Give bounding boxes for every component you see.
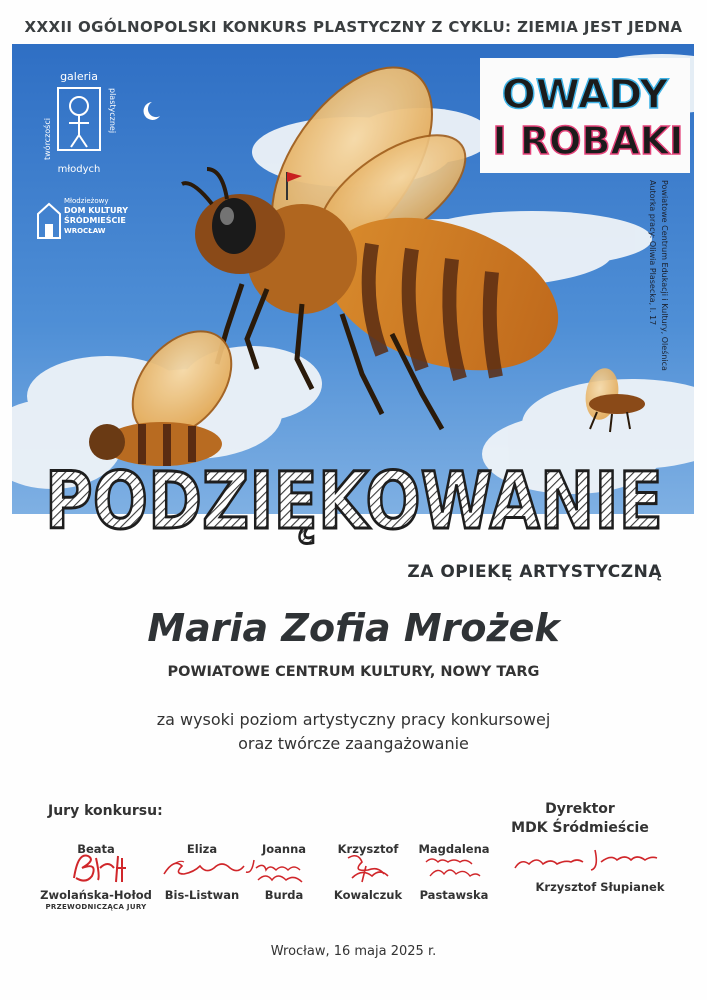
mdk-line1: DOM KULTURY (64, 206, 128, 215)
juror-first-name: Magdalena (418, 842, 490, 856)
galeria-word: galeria (60, 70, 98, 83)
juror-2 (150, 842, 254, 902)
recipient-name: Maria Zofia Mrożek (147, 606, 560, 650)
director-title-line1: Dyrektor (545, 801, 615, 817)
juror-last-name: Bis-Listwan (164, 888, 240, 902)
director-title (500, 800, 660, 838)
jury-label: Jury konkursu: (48, 803, 163, 819)
juror-first-name: Beata (77, 842, 115, 856)
juror-5 (406, 842, 502, 902)
juror-first-name: Joanna (261, 842, 307, 856)
contest-title: XXXII OGÓLNOPOLSKI KONKURS PLASTYCZNY Z CYKLU: ZIEMIA JEST JEDNA (24, 18, 683, 36)
reason-line1: za wysoki poziom artystyczny pracy konkursowej (156, 710, 551, 729)
juror-last-name: Burda (264, 888, 304, 902)
credit-line2: Powiatowe Centrum Edukacji i Kultury, Oleśnica (660, 180, 669, 371)
badge-line1: OWADY (501, 72, 669, 118)
juror-4 (326, 842, 410, 902)
juror-signature (150, 858, 254, 888)
badge-line2: I ROBAKI (492, 119, 684, 163)
juror-last-name: Zwolańska-Hołod (40, 888, 152, 902)
juror-signature (34, 858, 158, 888)
reason-text (0, 708, 707, 756)
headline-podziekowanie (40, 446, 668, 546)
galeria-tworczosci-logo (36, 68, 122, 178)
juror-last-name: Kowalczuk (333, 888, 403, 902)
juror-last-name: Pastawska (419, 888, 489, 902)
mdk-small-text: Młodzieżowy (64, 197, 109, 205)
juror-signature (240, 858, 328, 888)
reason-line2: oraz twórcze zaangażowanie (238, 734, 469, 753)
juror-3 (240, 842, 328, 902)
mdk-line2: ŚRÓDMIEŚCIE (64, 216, 126, 225)
place-and-date: Wrocław, 16 maja 2025 r. (270, 944, 437, 959)
headline-text: PODZIĘKOWANIE (45, 457, 663, 546)
director-signature (505, 840, 675, 876)
owady-i-robaki-badge (480, 58, 690, 173)
artwork-credit (640, 176, 676, 476)
juror-signature (406, 858, 502, 888)
subheadline: ZA OPIEKĘ ARTYSTYCZNĄ (407, 562, 662, 582)
director-name: Krzysztof Słupianek (535, 880, 665, 894)
juror-1 (34, 842, 158, 911)
mdk-srodmiescie-logo (36, 196, 146, 246)
juror-role: PRZEWODNICZĄCA JURY (45, 903, 147, 911)
mdk-city: WROCŁAW (64, 227, 106, 235)
juror-signature (326, 858, 410, 888)
juror-first-name: Eliza (186, 842, 218, 856)
recipient-institution: POWIATOWE CENTRUM KULTURY, NOWY TARG (167, 664, 540, 680)
svg-text:plastycznej: plastycznej (108, 88, 117, 134)
credit-line1: Autorka pracy: Oliwia Plasecka, l. 17 (648, 180, 657, 326)
svg-text:młodych: młodych (57, 164, 101, 175)
juror-first-name: Krzysztof (337, 842, 399, 856)
svg-text:twórczości: twórczości (43, 118, 52, 160)
director-title-line2: MDK Śródmieście (511, 820, 649, 836)
